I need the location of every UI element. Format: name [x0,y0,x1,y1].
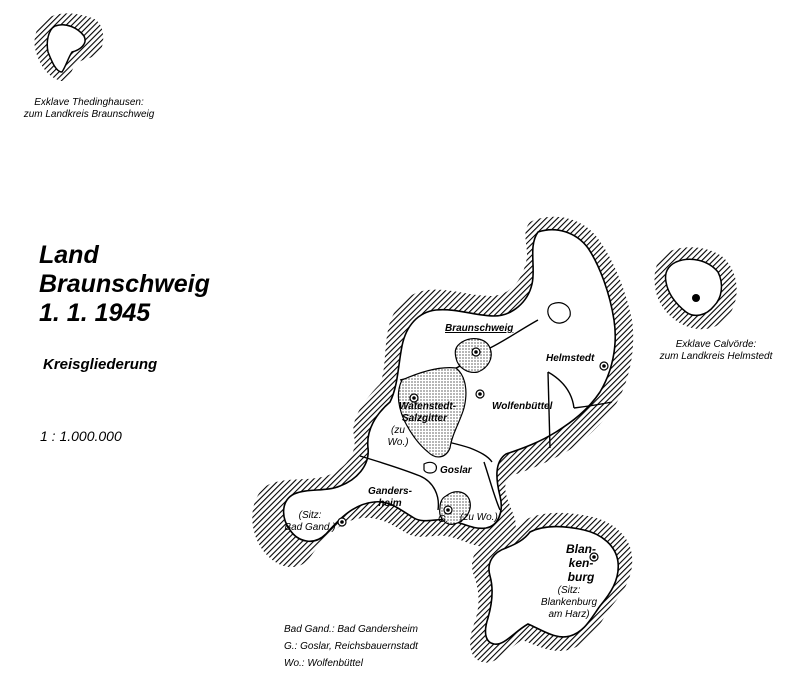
exclave-calvoerde-shape [655,247,737,329]
exclave-calvoerde-line2: zum Landkreis Helmstedt [659,351,773,362]
label-sitz-blankenburg [534,585,604,621]
label-sitz-blank-line1: (Sitz: [557,585,581,596]
label-sitz-gandersheim [280,510,340,534]
legend-line1: Bad Gand.: Bad Gandersheim [284,624,418,635]
label-g-abbrev: G. [438,514,449,525]
goslar-small-exclave [424,462,436,473]
label-watenstedt-line2: Salzgitter [402,413,448,424]
label-sitz-gand-line1: (Sitz: [298,510,322,521]
seat-goslar-marker [444,506,452,514]
label-zu-wo-1-line2: Wo.) [387,437,409,448]
legend-line3: Wo.: Wolfenbüttel [284,658,363,669]
exclave-thedinghausen-line2: zum Landkreis Braunschweig [23,109,155,120]
label-helmstedt: Helmstedt [546,353,595,364]
map-title [39,241,210,328]
label-watenstedt-line1: Watenstedt- [399,401,457,412]
map-subtitle: Kreisgliederung [43,356,158,373]
map-scale: 1 : 1.000.000 [40,428,122,444]
label-sitz-blank-line3: am Harz) [548,609,590,620]
label-goslar: Goslar [440,465,472,476]
helmstedt-inner-lake [548,303,570,323]
label-blankenburg-line3: burg [567,570,595,584]
label-zu-wo-1-line1: (zu [391,425,405,436]
seat-braunschweig-marker [472,348,480,356]
label-blankenburg [558,542,604,584]
label-wolfenbuettel: Wolfenbüttel [492,401,553,412]
title-line1: Land [39,241,99,269]
legend-line2: G.: Goslar, Reichsbauernstadt [284,641,418,652]
legend [284,621,418,672]
label-blankenburg-line1: Blan- [566,542,596,556]
exclave-calvoerde-line1: Exklave Calvörde: [675,339,757,350]
exclave-thedinghausen-shape [35,13,104,81]
label-gandersheim [368,486,412,510]
label-braunschweig: Braunschweig [445,323,514,334]
title-line3: 1. 1. 1945 [39,299,151,327]
seat-wolfenbuettel-marker [476,390,484,398]
seat-helmstedt-marker [600,362,608,370]
exclave-thedinghausen-line1: Exklave Thedinghausen: [34,97,144,108]
label-sitz-gand-line2: Bad Gand.) [284,522,336,533]
label-zu-wo-1 [386,425,410,449]
label-gandersheim-line2: heim [378,498,402,509]
title-line2: Braunschweig [39,270,210,298]
exclave-thedinghausen-label [6,97,172,121]
label-blankenburg-line2: ken- [568,556,594,570]
label-zu-wo-2: (zu Wo.) [460,512,498,523]
exclave-calvoerde-label [642,339,790,363]
label-sitz-blank-line2: Blankenburg [540,597,598,608]
label-gandersheim-line1: Ganders- [368,486,412,497]
